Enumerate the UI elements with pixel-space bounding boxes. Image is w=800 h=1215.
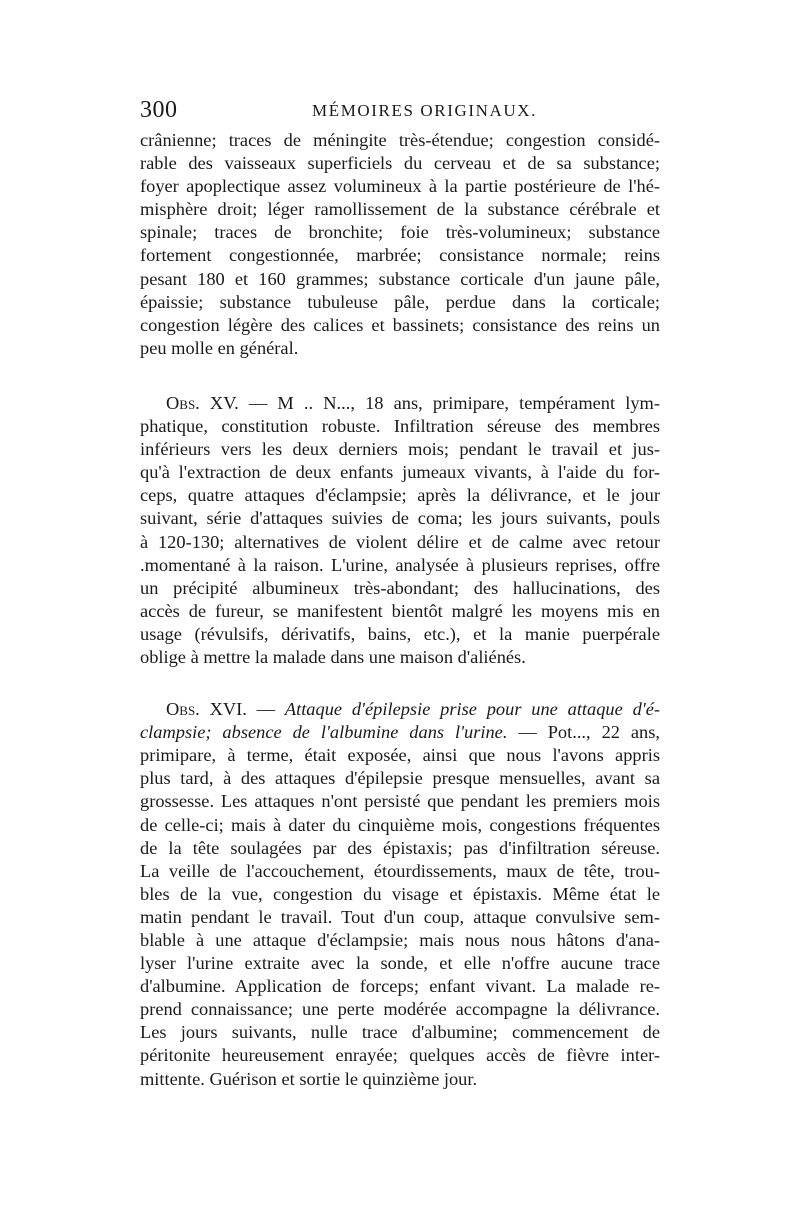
text-line: d'albumine. Application de forceps; enfant vivant. La malade re- [140, 976, 660, 997]
text-line: qu'à l'extraction de deux enfants jumeaux vivants, à l'aide du for- [140, 462, 660, 483]
text-line: lyser l'urine extraite avec la sonde, et elle n'offre aucune trace [140, 953, 660, 974]
text-line: blable à une attaque d'éclampsie; mais nous nous hâtons d'ana- [140, 930, 660, 950]
text-line: congestion légère des calices et bassinets; consistance des reins un [140, 314, 660, 335]
text-line: de la tête soulagées par des épistaxis; pas d'infiltration séreuse. [140, 837, 660, 858]
text-line: fortement congestionnée, marbrée; consistance normale; reins [140, 245, 660, 266]
obs-title: Attaque d'épilepsie prise pour une attaque d'é- [284, 699, 661, 720]
text-line: .momentané à la raison. L'urine, analysée à plusieurs reprises, offre [140, 554, 660, 575]
text-line: usage (révulsifs, dérivatifs, bains, etc.), et la manie puerpérale [140, 623, 660, 644]
text-line: inférieurs vers les deux derniers mois; pendant le travail et jus- [140, 439, 660, 460]
text-line: bles de la vue, congestion du visage et épistaxis. Même état le [140, 883, 660, 904]
text-line: crânienne; traces de méningite très-étendue; congestion considé- [140, 130, 660, 150]
body-text [140, 129, 660, 1091]
obs-heading-line [140, 392, 660, 415]
text-line: oblige à mettre la malade dans une maison d'aliénés. [140, 646, 526, 667]
obs-heading-text: XV. — M .. N..., 18 ans, primipare, tempérament lym- [199, 392, 660, 413]
obs-heading-line [140, 721, 660, 744]
text-line: mittente. Guérison et sortie le quinzième jour. [140, 1068, 478, 1089]
text-line: phatique, constitution robuste. Infiltration séreuse des membres [140, 416, 660, 437]
text-line: à 120-130; alternatives de violent délire et de calme avec retour [140, 531, 660, 552]
text-line: prend connaissance; une perte modérée accompagne la délivrance. [140, 999, 660, 1020]
paragraph-obs-xvi [140, 698, 660, 1091]
text-line: spinale; traces de bronchite; foie très-volumineux; substance [140, 222, 660, 243]
paragraph-gap [140, 360, 660, 392]
obs-title-cont: clampsie; absence de l'albumine dans l'urine. [140, 722, 508, 743]
text-line: accès de fureur, se manifestent bientôt malgré les moyens mis en [140, 600, 660, 621]
obs-label: Obs. [166, 392, 200, 413]
text-line: matin pendant le travail. Tout d'un coup, attaque convulsive sem- [140, 906, 660, 927]
obs-label: Obs. [166, 699, 200, 720]
text-line: épaissie; substance tubuleuse pâle, perdue dans la corticale; [140, 291, 660, 312]
obs-heading-text: — Pot..., 22 ans, [507, 722, 661, 743]
text-line: foyer apoplectique assez volumineux à la partie postérieure de l'hé- [140, 176, 660, 197]
text-line: péritonite heureusement enrayée; quelques accès de fièvre inter- [140, 1045, 660, 1066]
paragraph-1 [140, 129, 660, 360]
obs-heading-line [140, 698, 660, 721]
text-line: ceps, quatre attaques d'éclampsie; après la délivrance, et le jour [140, 485, 660, 506]
text-line: pesant 180 et 160 grammes; substance corticale d'un jaune pâle, [140, 268, 660, 289]
page-header [140, 96, 660, 126]
text-line: La veille de l'accouchement, étourdissements, maux de tête, trou- [140, 860, 660, 881]
obs-number: XVI. — [199, 699, 285, 720]
paragraph-obs-xv [140, 392, 660, 669]
text-line: misphère droit; léger ramollissement de la substance cérébrale et [140, 199, 660, 220]
running-title: MÉMOIRES ORIGINAUX. [312, 101, 537, 120]
text-line: suivant, série d'attaques suivies de coma; les jours suivants, pouls [140, 508, 660, 529]
text-line: plus tard, à des attaques d'épilepsie presque mensuelles, avant sa [140, 768, 660, 789]
page-number: 300 [140, 97, 178, 123]
paragraph-gap [140, 669, 660, 698]
text-line: primipare, à terme, était exposée, ainsi que nous l'avons appris [140, 745, 660, 766]
text-line: Les jours suivants, nulle trace d'albumine; commencement de [140, 1022, 660, 1043]
text-line: peu molle en général. [140, 337, 299, 358]
text-line: de celle-ci; mais à dater du cinquième mois, congestions fréquentes [140, 814, 660, 835]
text-line: rable des vaisseaux superficiels du cerveau et de sa substance; [140, 153, 660, 174]
text-line: grossesse. Les attaques n'ont persisté que pendant les premiers mois [140, 791, 660, 812]
text-line: un précipité albumineux très-abondant; des hallucinations, des [140, 577, 660, 598]
